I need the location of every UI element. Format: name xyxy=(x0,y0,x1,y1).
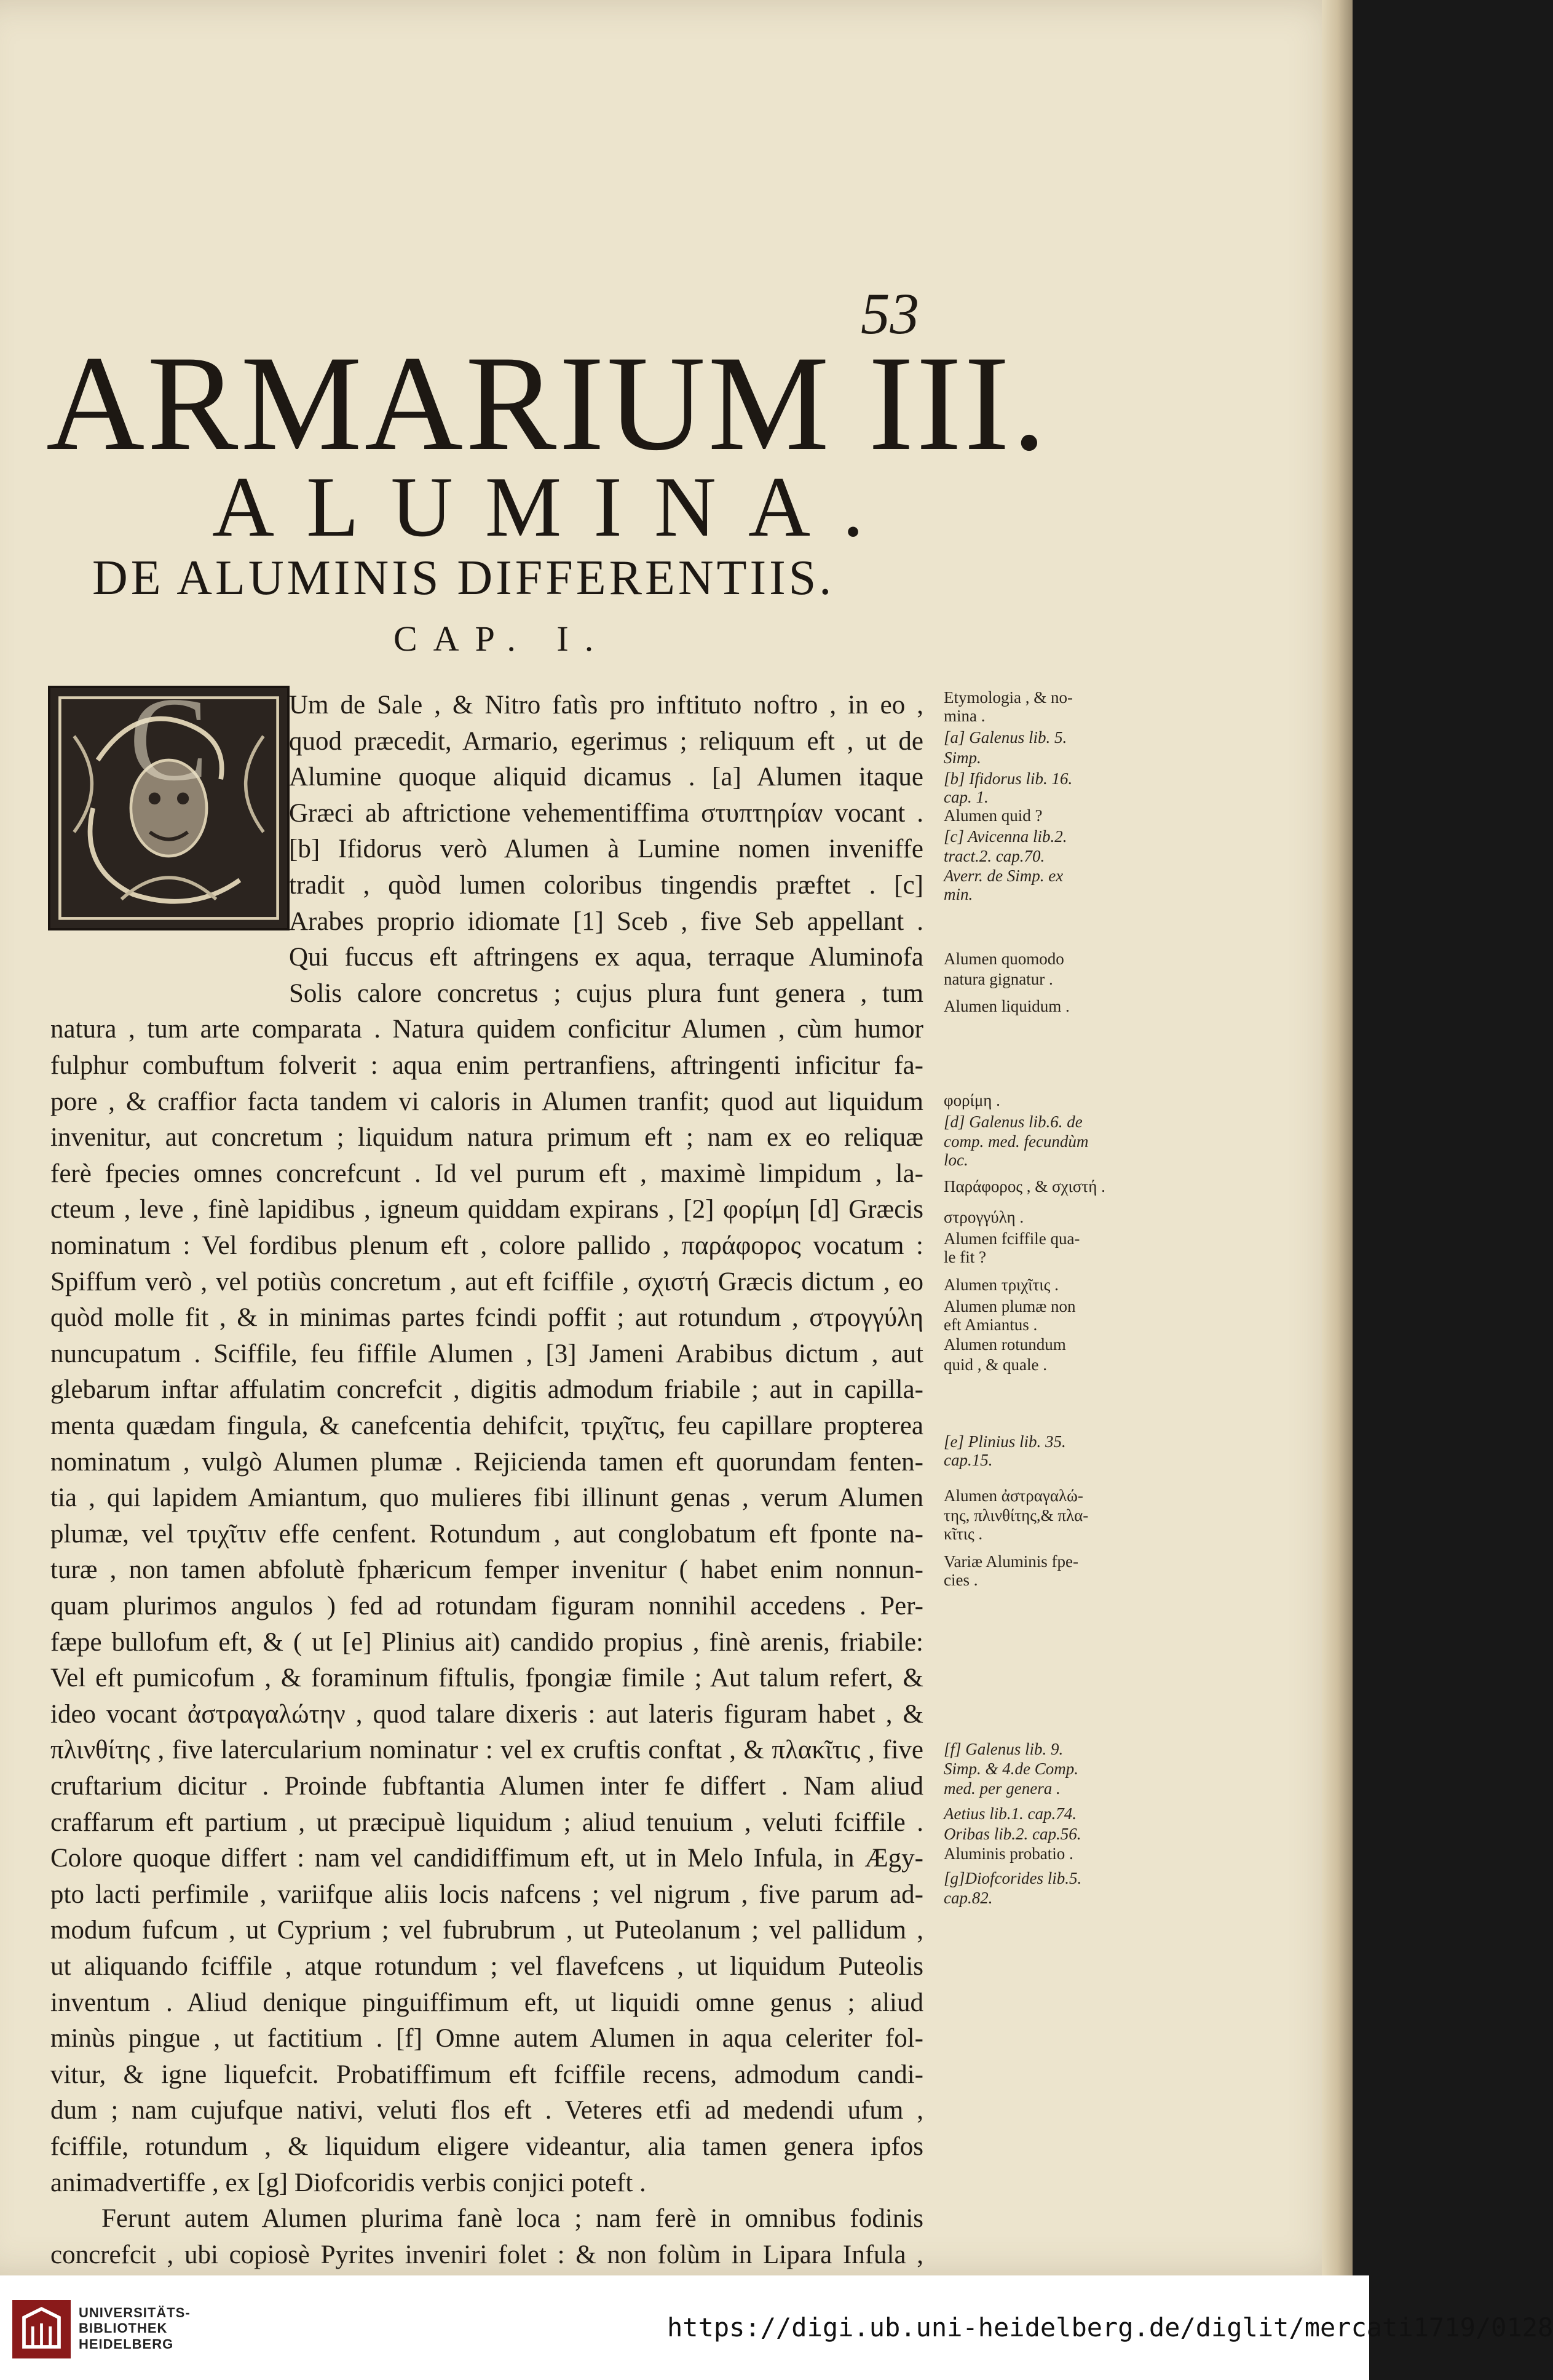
margin-note: Aetius lib.1. cap.74. xyxy=(944,1804,1077,1823)
source-url-link[interactable]: https://digi.ub.uni-heidelberg.de/diglit/mercati1719/0128 xyxy=(667,2312,1553,2342)
margin-note: eft Amiantus . xyxy=(944,1315,1038,1334)
text-line: Um de Sale , & Nitro fatìs pro inftituto noftro , in eo , xyxy=(289,691,923,720)
text-line: ideo vocant ἀστραγαλώτην , quod talare dixeris : aut lateris figuram habet , & xyxy=(50,1700,923,1729)
text-line: glebarum inftar affulatim concrefcit , digitis admodum friabile ; aut in capilla- xyxy=(50,1375,923,1404)
text-line: natura , tum arte comparata . Natura quidem conficitur Alumen , cùm humor xyxy=(50,1015,923,1044)
margin-note: Variæ Aluminis fpe- xyxy=(944,1552,1078,1571)
text-line: plumæ, vel τριχῖτιν effe cenfent. Rotundum , aut conglobatum eft fponte na- xyxy=(50,1520,923,1549)
margin-note: [g]Diofcorides lib.5. xyxy=(944,1869,1082,1887)
text-line: fæpe bullofum eft, & ( ut [e] Plinius ait) candido propius , finè arenis, friabile: xyxy=(50,1628,923,1657)
text-line: cruftarium dicitur . Proinde fubftantia Alumen inter fe differt . Nam aliud xyxy=(50,1772,923,1801)
text-line: concrefcit , ubi copiosè Pyrites inveniri folet : & non folùm in Lipara Infula , xyxy=(50,2240,923,2269)
subtitle: ALUMINA. xyxy=(212,459,896,555)
main-title: ARMARIUM III. xyxy=(46,328,1049,479)
text-line: tia , qui lapidem Amiantum, quo mulieres fibi illinunt genas , verum Alumen xyxy=(50,1483,923,1512)
margin-note: Alumen quid ? xyxy=(944,806,1043,825)
margin-note: med. per genera . xyxy=(944,1779,1061,1798)
margin-note: Alumen τριχῖτις . xyxy=(944,1275,1059,1294)
text-line: ut aliquando fciffile , atque rotundum ; vel flavefcens , ut liquidum Puteolis xyxy=(50,1952,923,1981)
text-line: craffarum eft partium , ut præcipuè liquidum ; aliud tenuium , veluti fciffile . xyxy=(50,1808,923,1837)
text-line: quod præcedit, Armario, egerimus ; reliquum eft , ut de xyxy=(289,727,923,756)
text-line: nominatum : Vel fordibus plenum eft , colore pallido , παράφορος vocatum : xyxy=(50,1231,923,1260)
margin-note: Aluminis probatio . xyxy=(944,1844,1073,1863)
margin-note: Alumen rotundum xyxy=(944,1335,1066,1354)
text-line: nuncupatum . Sciffile, feu fiffile Alumen , [3] Jameni Arabibus dictum , aut xyxy=(50,1339,923,1368)
text-line: pore , & craffior facta tandem vi caloris in Alumen tranfit; quod aut liquidum xyxy=(50,1087,923,1116)
margin-note: quid , & quale . xyxy=(944,1355,1047,1374)
section-title: DE ALUMINIS DIFFERENTIIS. xyxy=(92,551,835,605)
text-line: menta quædam fingula, & canefcentia dehifcit, τριχῖτις, feu capillare propterea xyxy=(50,1411,923,1440)
margin-note: Alumen quomodo xyxy=(944,950,1064,968)
margin-note: κῖτις . xyxy=(944,1525,983,1543)
text-line: Solis calore concretus ; cujus plura funt genera , tum xyxy=(289,979,923,1008)
text-line: Græci ab aftrictione vehementiffima στυπτηρίαν vocant . xyxy=(289,799,923,828)
margin-note: [e] Plinius lib. 35. xyxy=(944,1432,1066,1451)
text-line: minùs pingue , ut factitium . [f] Omne autem Alumen in aqua celeriter fol- xyxy=(50,2024,923,2053)
margin-note: tract.2. cap.70. xyxy=(944,847,1045,865)
margin-note: Alumen plumæ non xyxy=(944,1297,1076,1315)
text-line: inventum . Aliud denique pinguiffimum eft, ut liquidi omne genus ; aliud xyxy=(50,1988,923,2017)
page-number: 53 xyxy=(861,281,919,346)
margin-note: Alumen liquidum . xyxy=(944,997,1070,1015)
text-line: Spiffum verò , vel potiùs concretum , aut eft fciffile , σχιστή Græcis dictum , eo xyxy=(50,1267,923,1296)
margin-note: Etymologia , & no- xyxy=(944,688,1073,707)
page-edge xyxy=(1322,0,1353,2275)
margin-note: cies . xyxy=(944,1571,978,1589)
margin-note: [a] Galenus lib. 5. xyxy=(944,728,1067,747)
decorated-initial-c-icon xyxy=(48,672,290,930)
margin-note: loc. xyxy=(944,1151,968,1169)
margin-note: mina . xyxy=(944,707,986,725)
margin-note: comp. med. fecundùm xyxy=(944,1132,1089,1151)
margin-note: [f] Galenus lib. 9. xyxy=(944,1740,1064,1758)
svg-text:C: C xyxy=(129,672,208,806)
margin-note: Simp. xyxy=(944,748,981,767)
margin-note: cap.82. xyxy=(944,1889,993,1907)
text-line: invenitur, aut concretum ; liquidum natura primum eft ; nam ex eo reliquæ xyxy=(50,1123,923,1152)
margin-note: φορίμη . xyxy=(944,1091,1000,1109)
margin-note: Παράφορος , & σχιστή . xyxy=(944,1177,1105,1196)
margin-note: [d] Galenus lib.6. de xyxy=(944,1113,1083,1131)
margin-note: natura gignatur . xyxy=(944,970,1053,988)
margin-note: στρογγύλη . xyxy=(944,1208,1024,1226)
text-line: fciffile, rotundum , & liquidum eligere videantur, alia tamen genera ipfos xyxy=(50,2132,923,2161)
text-line: πλινθίτης , five latercularium nominatur : vel ex cruftis conftat , & πλακῖτις , five xyxy=(50,1735,923,1764)
margin-note: Oribas lib.2. cap.56. xyxy=(944,1825,1081,1843)
text-line: pto lacti perfimile , variifque aliis locis nafcens ; vel nigrum , five parum ad- xyxy=(50,1880,923,1909)
text-line: animadvertiffe , ex [g] Diofcoridis verbis conjici poteft . xyxy=(50,2168,646,2197)
text-line: fulphur combuftum folverit : aqua enim pertranfiens, aftringenti inficitur fa- xyxy=(50,1051,923,1080)
text-line: quòd molle fit , & in minimas partes fcindi poffit ; aut rotundum , στρογγύλη xyxy=(50,1303,923,1332)
chapter-heading: CAP. I. xyxy=(393,619,610,659)
library-name-line-1: UNIVERSITÄTS- xyxy=(79,2305,191,2320)
text-line: Alumine quoque aliquid dicamus . [a] Alumen itaque xyxy=(289,763,923,791)
text-line: ferè fpecies omnes concrefcunt . Id vel purum eft , maximè limpidum , la- xyxy=(50,1159,923,1188)
margin-note: Simp. & 4.de Comp. xyxy=(944,1759,1078,1778)
margin-note: min. xyxy=(944,885,973,903)
margin-note: le fit ? xyxy=(944,1248,986,1266)
margin-note: cap.15. xyxy=(944,1451,993,1469)
text-line: [b] Ifidorus verò Alumen à Lumine nomen inveniffe xyxy=(289,835,923,863)
text-line: turæ , non tamen abfolutè fphæricum femper invenitur ( habet enim nonnun- xyxy=(50,1555,923,1584)
margin-note: Alumen fciffile qua- xyxy=(944,1229,1080,1248)
text-line: nominatum , vulgò Alumen plumæ . Rejicienda tamen eft quorundam fenten- xyxy=(50,1448,923,1477)
text-line: quam plurimos angulos ) fed ad rotundam figuram nonnihil accedens . Per- xyxy=(50,1592,923,1620)
margin-note: Averr. de Simp. ex xyxy=(944,867,1064,885)
margin-note: [c] Avicenna lib.2. xyxy=(944,827,1067,846)
margin-note: cap. 1. xyxy=(944,788,989,806)
text-line: tradit , quòd lumen coloribus tingendis præftet . [c] xyxy=(289,871,923,900)
margin-note: της, πλινθίτης,& πλα- xyxy=(944,1506,1089,1525)
text-line: Ferunt autem Alumen plurima fanè loca ; nam ferè in omnibus fodinis xyxy=(101,2204,923,2233)
university-library-logo-icon xyxy=(12,2300,71,2358)
text-line: cteum , leve , finè lapidibus , igneum quiddam expirans , [2] φορίμη [d] Græcis xyxy=(50,1195,923,1224)
library-name-line-2: BIBLIOTHEK xyxy=(79,2320,168,2336)
text-line: dum ; nam cujufque nativi, veluti flos eft . Veteres etfi ad medendi ufum , xyxy=(50,2096,923,2125)
text-line: Qui fuccus eft aftringens ex aqua, terraque Aluminofa xyxy=(289,943,923,972)
margin-note: Alumen ἀστραγαλώ- xyxy=(944,1486,1083,1505)
text-line: Colore quoque differt : nam vel candidiffimum eft, ut in Melo Infula, in Ægy- xyxy=(50,1844,923,1873)
text-line: vitur, & igne liquefcit. Probatiffimum eft fciffile recens, admodum candi- xyxy=(50,2060,923,2089)
margin-note: [b] Ifidorus lib. 16. xyxy=(944,769,1073,788)
text-line: modum fufcum , ut Cyprium ; vel fubrubrum , ut Puteolanum ; vel pallidum , xyxy=(50,1916,923,1945)
library-name xyxy=(79,2305,191,2352)
text-line: Vel eft pumicofum , & foraminum fiftulis, fpongiæ fimile ; Aut talum refert, & xyxy=(50,1664,923,1692)
library-name-line-3: HEIDELBERG xyxy=(79,2336,174,2352)
text-line: Arabes proprio idiomate [1] Sceb , five Seb appellant . xyxy=(289,907,923,936)
